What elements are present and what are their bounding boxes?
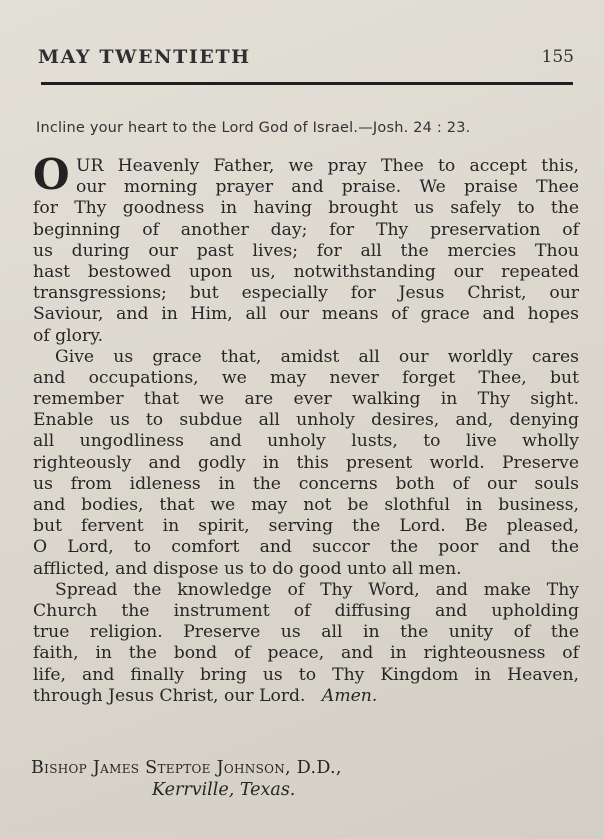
header-rule xyxy=(41,82,573,85)
prayer-line: righteously and godly in this present world. Preserve xyxy=(33,452,579,473)
prayer-line: us from idleness in the concerns both of our souls xyxy=(33,473,579,494)
amen: Amen. xyxy=(321,685,378,706)
page-number: 155 xyxy=(541,47,574,67)
prayer-line: remember that we are ever walking in Thy sight. xyxy=(33,389,579,410)
page-title: MAY TWENTIETH xyxy=(38,46,251,68)
page-header xyxy=(38,46,574,74)
prayer-line: through Jesus Christ, our Lord. xyxy=(33,685,306,706)
prayer-line: but fervent in spirit, serving the Lord. Be pleased, xyxy=(33,516,579,537)
prayer-line: and bodies, that we may not be slothful in business, xyxy=(33,495,579,515)
prayer-line: life, and finally bring us to Thy Kingdom in Heaven, xyxy=(33,664,579,685)
scripture-epigraph: Incline your heart to the Lord God of Israel.—Josh. 24 : 23. xyxy=(36,120,471,136)
prayer-line: Saviour, and in Him, all our means of grace and hopes xyxy=(33,304,579,325)
author-name: Bishop James Steptoe Johnson, D.D., xyxy=(31,758,342,778)
prayer-line: UR Heavenly Father, we pray Thee to accept this, xyxy=(76,156,579,176)
prayer-line: true religion. Preserve us all in the unity of the xyxy=(33,622,579,643)
prayer-line: afflicted, and dispose us to do good unto all men. xyxy=(33,558,462,579)
prayer-line: Church the instrument of diffusing and upholding xyxy=(33,600,579,621)
prayer-line: O Lord, to comfort and succor the poor and the xyxy=(33,537,579,558)
prayer-line: for Thy goodness in having brought us safely to the xyxy=(33,198,579,219)
prayer-line: all ungodliness and unholy lusts, to live wholly xyxy=(33,431,579,452)
prayer-line: our morning prayer and praise. We praise Thee xyxy=(76,177,579,198)
prayer-line: transgressions; but especially for Jesus Christ, our xyxy=(33,283,579,304)
author-location: Kerrville, Texas. xyxy=(152,780,296,800)
prayer-line: hast bestowed upon us, notwithstanding our repeated xyxy=(33,261,579,282)
prayer-line: beginning of another day; for Thy preservation of xyxy=(33,219,579,240)
prayer-line: Enable us to subdue all unholy desires, and, denying xyxy=(33,410,579,431)
prayer-line: Spread the knowledge of Thy Word, and make Thy xyxy=(55,579,579,600)
prayer-line: faith, in the bond of peace, and in righteousness of xyxy=(33,643,579,664)
prayer-line: Give us grace that, amidst all our worldly cares xyxy=(55,346,579,367)
prayer-text xyxy=(33,150,579,707)
prayer-line: of glory. xyxy=(33,325,104,346)
prayer-line: us during our past lives; for all the mercies Thou xyxy=(33,240,579,261)
prayer-last-line xyxy=(33,686,579,707)
prayer-line: and occupations, we may never forget Thee, but xyxy=(33,367,579,388)
drop-cap: O xyxy=(33,150,70,199)
